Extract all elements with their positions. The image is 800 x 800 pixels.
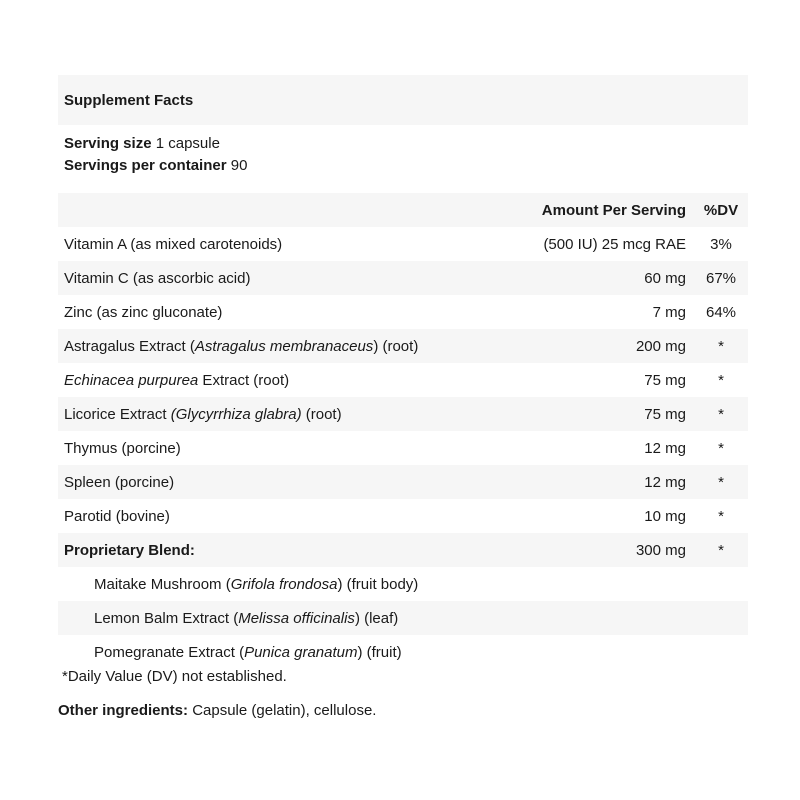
ingredient-name <box>58 236 466 253</box>
ingredient-name-text: Zinc (as zinc gluconate) <box>64 303 223 321</box>
other-ingredients-label: Other ingredients: <box>58 702 189 719</box>
ingredient-name-text: Parotid (bovine) <box>64 507 170 525</box>
ingredient-dv: * <box>718 541 724 559</box>
ingredient-name-text: ) (fruit) <box>357 643 402 661</box>
ingredient-name <box>58 474 466 491</box>
ingredient-name-italic: Echinacea purpurea <box>64 371 199 389</box>
servings-per-container-line <box>64 155 748 177</box>
ingredient-name-text: Proprietary Blend: <box>64 541 195 559</box>
blend-ingredient-row <box>58 601 748 635</box>
ingredient-row <box>58 363 748 397</box>
ingredient-amount: (500 IU) 25 mcg RAE <box>543 235 686 253</box>
table-header <box>58 193 748 227</box>
ingredient-name <box>58 644 466 661</box>
ingredient-dv: * <box>718 507 724 525</box>
servings-per-container-label: Servings per container <box>64 157 227 174</box>
ingredient-name-text: (root) <box>301 405 342 423</box>
ingredient-name-text: Lemon Balm Extract ( <box>94 609 239 627</box>
ingredient-name <box>58 338 466 355</box>
ingredient-name-text: Vitamin A (as mixed carotenoids) <box>64 235 283 253</box>
ingredient-dv: * <box>718 371 724 389</box>
supplement-facts-panel <box>58 75 748 669</box>
serving-info <box>58 125 748 193</box>
ingredient-name <box>58 270 466 287</box>
ingredient-amount: 12 mg <box>644 439 686 457</box>
ingredient-name <box>58 610 466 627</box>
ingredient-dv: 3% <box>710 235 732 253</box>
ingredient-dv: 67% <box>705 269 737 287</box>
ingredient-name <box>58 542 466 559</box>
serving-size-value: 1 capsule <box>155 135 220 152</box>
ingredient-amount: 200 mg <box>635 337 686 355</box>
header-amount: Amount Per Serving <box>541 201 686 219</box>
ingredient-name <box>58 304 466 321</box>
ingredient-dv: * <box>718 337 724 355</box>
ingredient-name-italic: (Glycyrrhiza glabra) <box>170 405 302 423</box>
ingredient-name-text: Astragalus Extract ( <box>64 337 195 355</box>
ingredient-amount: 10 mg <box>644 507 686 525</box>
ingredient-name-text: Spleen (porcine) <box>64 473 175 491</box>
ingredient-name-text: ) (leaf) <box>354 609 399 627</box>
header-dv: %DV <box>703 201 739 219</box>
ingredient-amount: 60 mg <box>644 269 686 287</box>
ingredient-amount: 12 mg <box>644 473 686 491</box>
serving-size-label: Serving size <box>64 135 152 152</box>
ingredient-row <box>58 397 748 431</box>
blend-ingredient-row <box>58 567 748 601</box>
ingredient-name-text: ) (root) <box>373 337 419 355</box>
ingredient-name <box>58 406 466 423</box>
ingredient-name-text: Licorice Extract <box>64 405 171 423</box>
ingredient-name-italic: Punica granatum <box>244 643 358 661</box>
ingredient-row <box>58 465 748 499</box>
ingredient-row <box>58 329 748 363</box>
ingredient-name-text: ) (fruit body) <box>337 575 419 593</box>
ingredient-name-text: Thymus (porcine) <box>64 439 181 457</box>
ingredient-name-italic: Astragalus membranaceus <box>194 337 374 355</box>
ingredient-row <box>58 533 748 567</box>
ingredient-dv: 64% <box>705 303 737 321</box>
servings-per-container-value: 90 <box>230 157 248 174</box>
serving-size-line <box>64 133 748 155</box>
ingredient-row <box>58 499 748 533</box>
ingredient-row <box>58 261 748 295</box>
ingredient-amount: 75 mg <box>644 371 686 389</box>
ingredient-amount: 75 mg <box>644 405 686 423</box>
ingredient-dv: * <box>718 473 724 491</box>
ingredient-name-italic: Melissa officinalis <box>238 609 355 627</box>
ingredient-dv: * <box>718 439 724 457</box>
ingredient-name <box>58 508 466 525</box>
ingredient-row <box>58 227 748 261</box>
blend-ingredient-row <box>58 635 748 669</box>
ingredient-name <box>58 372 466 389</box>
ingredient-amount: 300 mg <box>635 541 686 559</box>
ingredient-dv: * <box>718 405 724 423</box>
ingredient-amount: 7 mg <box>652 303 686 321</box>
ingredient-row <box>58 431 748 465</box>
ingredient-row <box>58 295 748 329</box>
nutrient-rows <box>58 227 748 669</box>
panel-title: Supplement Facts <box>64 91 194 109</box>
ingredient-name-text: Pomegranate Extract ( <box>94 643 245 661</box>
dv-footnote: *Daily Value (DV) not established. <box>62 668 287 685</box>
ingredient-name <box>58 576 466 593</box>
ingredient-name-text: Extract (root) <box>198 371 290 389</box>
ingredient-name <box>58 440 466 457</box>
other-ingredients-value: Capsule (gelatin), cellulose. <box>192 702 377 719</box>
ingredient-name-text: Vitamin C (as ascorbic acid) <box>64 269 251 287</box>
panel-title-bar <box>58 75 748 125</box>
other-ingredients <box>58 702 376 719</box>
ingredient-name-text: Maitake Mushroom ( <box>94 575 231 593</box>
ingredient-name-italic: Grifola frondosa <box>230 575 338 593</box>
